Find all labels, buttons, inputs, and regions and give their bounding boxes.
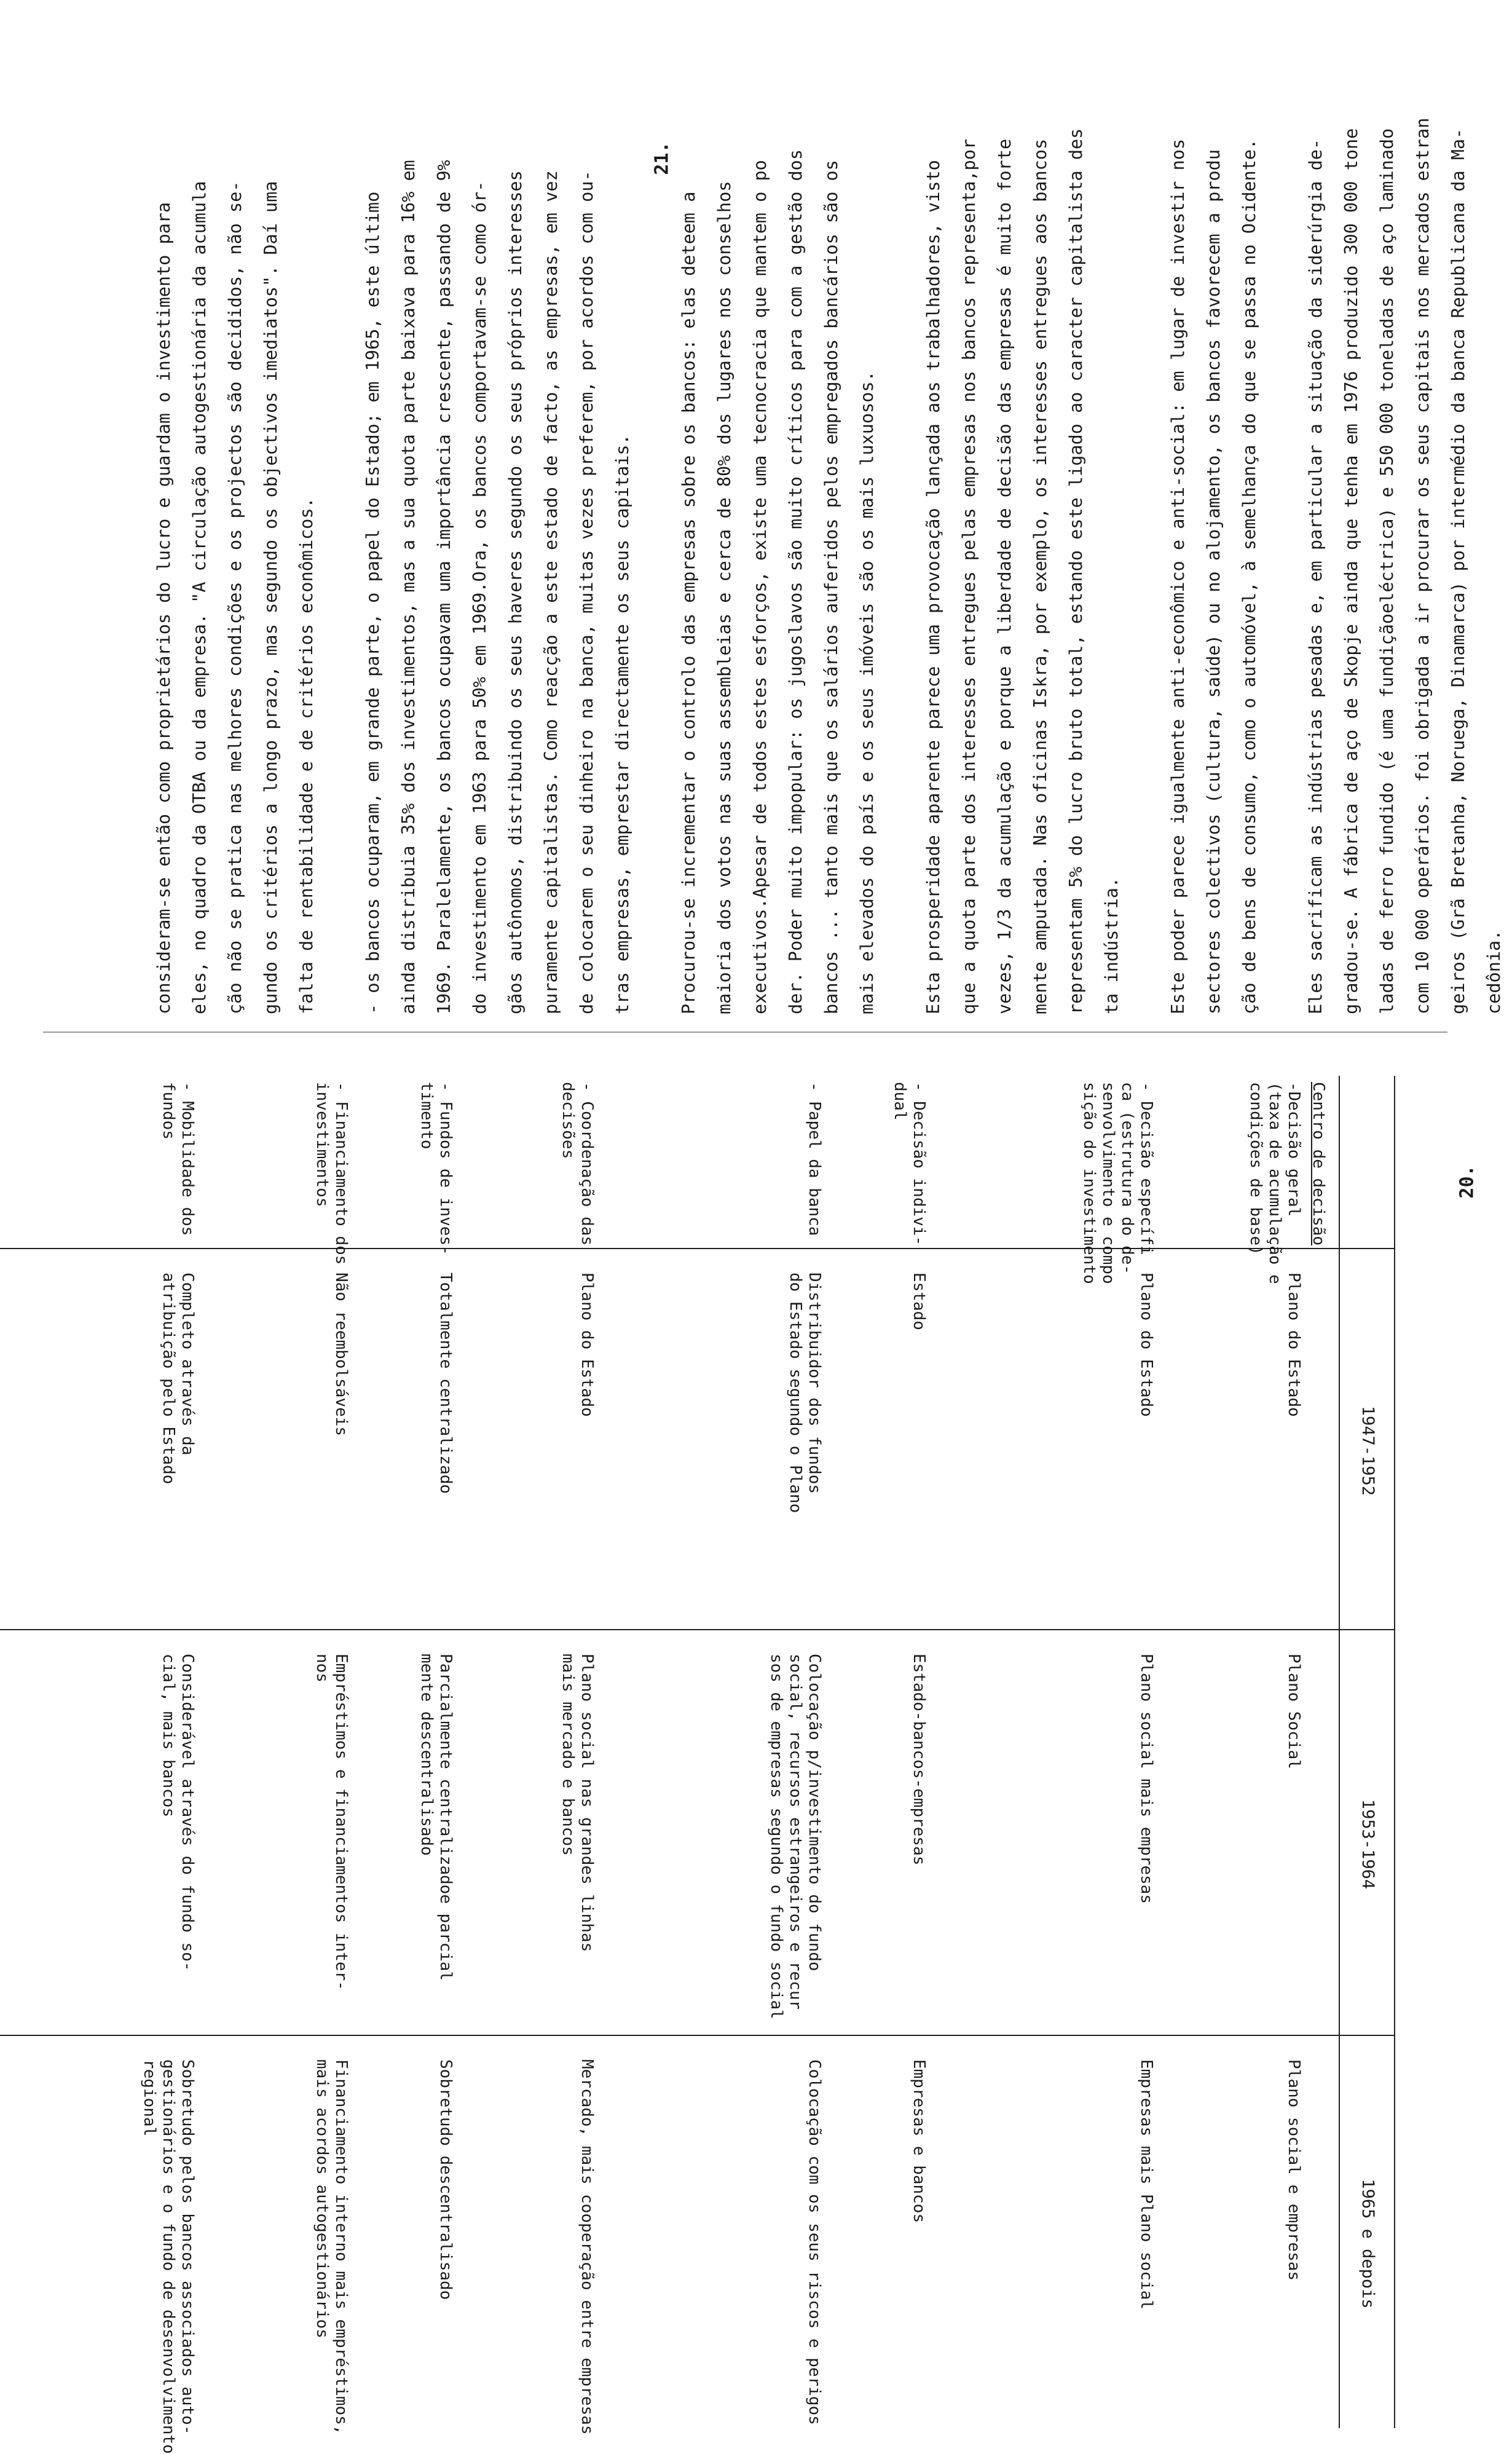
decision-table <box>0 1076 1395 2454</box>
text-line: eles, no quadro da OTBA ou da empresa. "A circulação autogestionária da acumula <box>189 181 210 1014</box>
page-number-left: 20. <box>1456 1165 1478 1199</box>
table-cell: Colocação p/investimento do fundo social, recursos estrangeiros e recur sos de empresas segundo o fundo social <box>767 1654 824 2019</box>
table-cell: Empresas e bancos <box>910 2059 928 2223</box>
column-divider <box>0 1248 1395 1249</box>
row-label: - Coordenação das decisões <box>559 1082 596 1246</box>
paragraph <box>1298 0 1512 1014</box>
paragraph <box>146 0 325 1014</box>
table-cell: Mercado, mais cooperação entre empresas <box>578 2059 596 2435</box>
table-cell: Plano Social <box>1285 1654 1303 1769</box>
paragraph <box>355 0 640 1014</box>
column-divider <box>0 1629 1395 1630</box>
table-cell: Completo através da atribuição pelo Estado <box>159 1272 197 1485</box>
table-cell: Distribuidor dos fundos do Estado segundo o Plano <box>786 1272 824 1513</box>
text-line: ção não se pratica nas melhores condições e os projectos são decididos, não se- <box>225 181 245 1014</box>
text-line: do investimento em 1963 para 50% em 1969.Ora, os bancos comportavam-se como ór- <box>470 181 490 1014</box>
table-cell: Plano do Estado <box>1285 1272 1303 1417</box>
text-line: que a quota parte dos interesses entregues pelas empresas nos bancos representa,por <box>959 138 979 1014</box>
text-line: puramente capitalistas. Como reacção a este estado de facto, as empresas, em vez <box>541 170 561 1014</box>
text-line: geiros (Grã Bretanha, Noruega, Dinamarca) por intermédio da banca Republicana da Ma- <box>1448 128 1468 1014</box>
text-line: Eles sacrificam as indústrias pesadas e, em particular a situação da siderúrgia de- <box>1305 138 1326 1014</box>
table-cell: Empréstimos e financiamentos inter- nos <box>313 1654 350 1990</box>
text-line: bancos ... tanto mais que os salários auferidos pelos empregados bancários são os <box>821 160 841 1014</box>
row-label: - Decisão indivi- dual <box>891 1082 928 1246</box>
table-cell: Estado <box>910 1272 928 1330</box>
table-header-cell: 1947-1952 <box>1358 1405 1377 1496</box>
table-cell: Colocação com os seus riscos e perigos <box>805 2059 824 2425</box>
paragraph <box>916 0 1130 1014</box>
page-number-right: 21. <box>651 141 673 175</box>
text-line: cedônia. <box>1484 929 1504 1014</box>
text-line: sectores colectivos (cultura, saúde) ou no alojamento, os bancos favorecem a produ <box>1203 149 1224 1014</box>
row-label: -Decisão geral (taxa de acumulação e condições de base) <box>1246 1082 1303 1284</box>
table-cell: Totalmente centralizado <box>436 1272 455 1494</box>
text-line: ta indústria. <box>1101 877 1122 1014</box>
text-line: der. Poder muito impopular: os jugoslavos são muito críticos para com a gestão dos <box>786 149 806 1014</box>
text-line: representam 5% do lucro bruto total, estando este ligado ao caracter capitalista des <box>1066 128 1086 1014</box>
text-line: maioria dos votos nas suas assembleias e cerca de 80% dos lugares nos conselhos <box>714 181 734 1014</box>
separator-rule <box>43 1032 1447 1033</box>
text-line: mais elevados do país e os seus imóveis são os mais luxuosos. <box>857 371 877 1014</box>
table-cell: Plano social e empresas <box>1285 2059 1303 2281</box>
table-cell: Considerável através do fundo so- cial, mais bancos <box>159 1654 197 1971</box>
paragraph <box>1160 0 1267 1014</box>
table-cell: Sobretudo descentralisado <box>436 2059 455 2300</box>
text-line: ção de bens de consumo, como o automóvel, à semelhança do que se passa no Ocidente. <box>1239 138 1259 1014</box>
text-line: gundo os critérios a longo prazo, mas segundo os objectivos imediatos". Daí uma <box>261 181 281 1014</box>
row-label: - Mobilidade dos fundos <box>159 1082 197 1236</box>
table-cell: Plano do Estado <box>1137 1272 1156 1417</box>
column-divider <box>0 2035 1395 2036</box>
table-cell: Estado-bancos-empresas <box>910 1654 928 1866</box>
text-line: Procurou-se incrementar o controlo das empresas sobre os bancos: elas deteem a <box>679 191 699 1014</box>
table-cell: Empresas mais Plano social <box>1137 2059 1156 2310</box>
text-line: gradou-se. A fábrica de aço de Skopje ainda que tenha em 1976 produzido 300 000 tone <box>1341 128 1361 1014</box>
text-line: 1969. Paralelamente, os bancos ocupavam uma importância crescente, passando de 9% <box>434 160 454 1014</box>
table-cell: Financiamento interno mais empréstimos, mais acordos autogestionários <box>313 2059 350 2435</box>
text-line: ainda distribuia 35% dos investimentos, mas a sua quota parte baixava para 16% em <box>398 160 419 1014</box>
row-label: - Decisão específi ca (estrutura do de- senvolvimento e compo sição do investimento <box>1080 1082 1156 1284</box>
text-line: tras empresas, emprestar directamente os seus capitais. <box>612 434 632 1014</box>
row-label: - Financiamento dos investimentos <box>313 1082 350 1265</box>
text-line: gãos autônomos, distribuindo os seus haveres segundo os seus próprios interesses <box>505 170 526 1014</box>
table-cell: Plano social nas grandes linhas mais mercado e bancos <box>559 1654 596 1952</box>
right-page-body <box>146 0 1504 1014</box>
text-line: consideram-se então como proprietários do lucro e guardam o investimento para <box>154 202 174 1014</box>
text-line: com 10 000 operários. foi obrigada a ir procurar os seus capitais nos mercados estran <box>1412 117 1433 1014</box>
paragraph <box>671 0 885 1014</box>
table-header-cell: 1953-1964 <box>1358 1799 1377 1890</box>
text-line: falta de rentabilidade e de critérios econômicos. <box>296 497 317 1014</box>
table-cell: Plano social mais empresas <box>1137 1654 1156 1904</box>
text-line: Esta prosperidade aparente parece uma provocação lançada aos trabalhadores, visto <box>923 160 943 1014</box>
text-line: Este poder parece igualmente anti-econômico e anti-social: em lugar de investir nos <box>1168 138 1188 1014</box>
table-cell: Plano do Estado <box>578 1272 596 1417</box>
table-cell: Parcialmente centralizadoe parcial mente descentralisado <box>417 1654 455 1981</box>
text-line: ladas de ferro fundido (é uma fundiçãoeléctrica) e 550 000 toneladas de aço laminado <box>1377 128 1397 1014</box>
table-cell: Sobretudo pelos bancos associados auto- gestionários e o fundo de desenvolvimento regional <box>140 2059 197 2454</box>
row-label: - Papel da banca <box>805 1082 824 1236</box>
text-line: vezes, 1/3 da acumulação e porque a liberdade de decisão das empresas é muito forte <box>994 138 1015 1014</box>
text-line: de colocarem o seu dinheiro na banca, muitas vezes preferem, por acordos com ou- <box>577 170 597 1014</box>
text-line: mente amputada. Nas oficinas Iskra, por exemplo, os interesses entregues aos bancos <box>1030 138 1050 1014</box>
table-header-cell: 1965 e depois <box>1358 2179 1377 2309</box>
text-line: executivos.Apesar de todos estes esforços, existe uma tecnocracia que mantem o po <box>750 160 770 1014</box>
left-page-table <box>0 1076 1395 2454</box>
row-label: - Fundos de inves- timento <box>417 1082 455 1255</box>
table-cell: Não reembolsáveis <box>332 1272 350 1437</box>
text-line: - os bancos ocuparam, em grande parte, o papel do Estado; em 1965, este último <box>363 191 383 1014</box>
label-column-header: Centro de decisão <box>1309 1082 1328 1246</box>
